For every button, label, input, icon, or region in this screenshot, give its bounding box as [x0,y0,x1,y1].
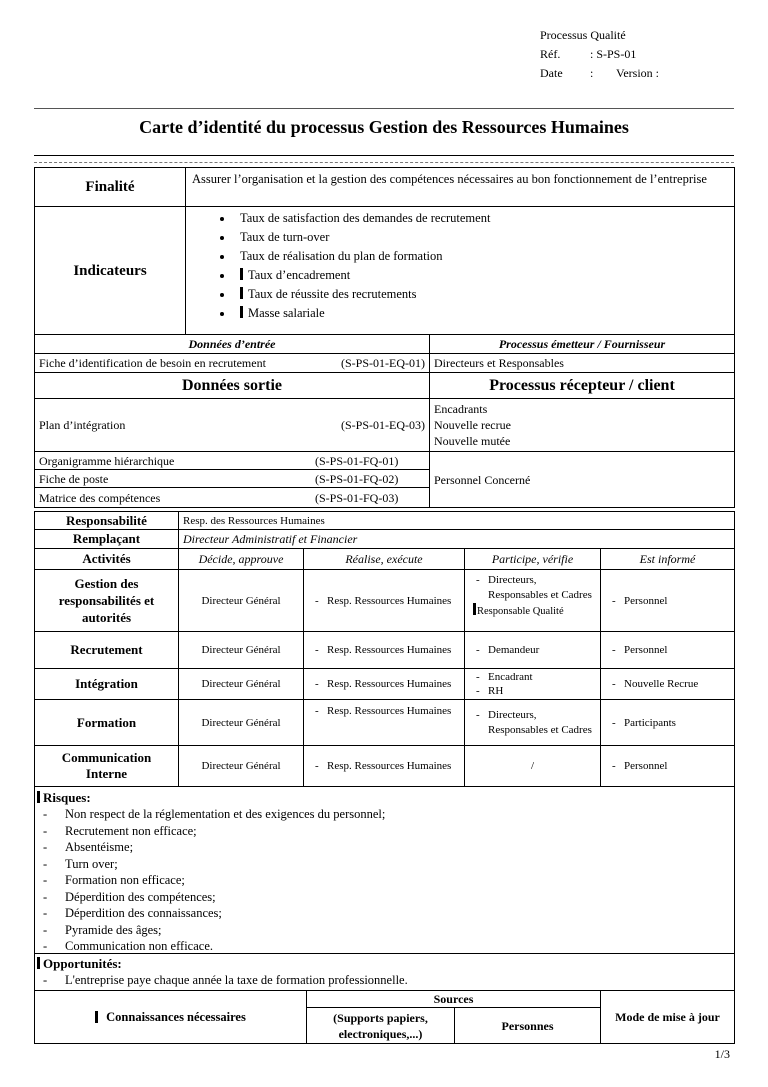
marker-bar [37,957,40,969]
plan-code: (S-PS-01-EQ-03) [341,418,425,432]
activity-informe [600,668,735,700]
entree-code: (S-PS-01-EQ-01) [341,356,425,370]
activity-name: Communication Interne [34,745,179,787]
realise-item: - Resp. Ressources Humaines [312,704,456,718]
activity-name: Gestion des responsabilités et autorités [34,569,179,632]
opportunites-heading: Opportunités: [37,956,732,972]
indicateur-item: • Taux de réussite des recrutements [234,285,734,304]
activity-informe [600,631,735,669]
page-number: 1/3 [714,1047,730,1061]
marker-bar [95,1011,98,1023]
entree-header: Données d’entrée [34,334,430,354]
doc-code: (S-PS-01-FQ-02) [315,471,399,486]
indicateur-item: • Taux de satisfaction des demandes de recrutement [234,209,734,228]
doc-row [34,469,430,488]
indicateur-item: • Masse salariale [234,304,734,323]
col-decide: Décide, approuve [178,548,304,570]
participe-item: - RH [473,684,533,698]
opportunites-section [34,953,735,991]
informe-item: - Nouvelle Recrue [609,677,698,691]
ref-value: : S-PS-01 [590,47,637,61]
risque-item: - Pyramide des âges; [37,922,732,939]
activity-name: Formation [34,699,179,746]
marker-bar [240,268,243,280]
version-label: Version : [616,66,659,80]
activity-informe [600,569,735,632]
header-line1: Processus Qualité [540,28,626,42]
entree-text: Fiche d’identification de besoin en recrutement [39,356,266,370]
dashed-divider [34,162,734,163]
opportunites-list [37,972,732,989]
realise-item: - Resp. Ressources Humaines [312,677,451,691]
doc-row [34,487,430,508]
activity-name: Recrutement [34,631,179,669]
activity-decide: Directeur Général [178,668,304,700]
risque-item: - Turn over; [37,856,732,873]
activity-realise [303,699,465,746]
risques-section [34,786,735,954]
connaissances-cell: Connaissances nécessaires [34,990,307,1044]
marker-bar [473,603,476,615]
activity-realise [303,569,465,632]
plan-client-item: Nouvelle recrue [434,418,511,432]
header-divider [34,108,734,109]
plan-client-item: Nouvelle mutée [434,434,511,448]
doc-text: Matrice des compétences [39,490,161,505]
informe-item: - Participants [609,716,676,730]
marker-bar [240,287,243,299]
risque-item: - Recrutement non efficace; [37,823,732,840]
plan-integration-row [34,398,430,452]
docs-client: Personnel Concerné [429,451,735,508]
risque-item: - Non respect de la réglementation et des exigences du personnel; [37,806,732,823]
doc-code: (S-PS-01-FQ-03) [315,490,399,505]
activity-informe [600,699,735,746]
activity-decide: Directeur Général [178,745,304,787]
participe-item: - Directeurs, Responsables et Cadres [473,573,596,603]
risque-item: - Absentéisme; [37,839,732,856]
col-participe: Participe, vérifie [464,548,601,570]
responsabilite-value: Resp. des Ressources Humaines [178,511,735,530]
doc-text: Organigramme hiérarchique [39,453,175,468]
indicateurs-label: Indicateurs [34,206,186,335]
participe-item: - Demandeur [473,643,539,657]
doc-text: Fiche de poste [39,471,109,486]
entree-row [34,353,430,373]
sortie-header: Données sortie [34,372,430,399]
informe-item: - Personnel [609,594,667,608]
activity-informe [600,745,735,787]
marker-bar [240,306,243,318]
finalite-text: Assurer l’organisation et la gestion des compétences nécessaires au bon fonctionnement de l’entreprise [185,167,735,207]
realise-item: - Resp. Ressources Humaines [312,643,451,657]
col-informe: Est informé [600,548,735,570]
risque-item: - Formation non efficace; [37,872,732,889]
indicateur-item: • Taux de turn-over [234,228,734,247]
risque-item: - Déperdition des compétences; [37,889,732,906]
activites-label: Activités [34,548,179,570]
plan-client-item: Encadrants [434,402,488,416]
remplacant-value: Directeur Administratif et Financier [178,529,735,549]
indicateur-item: • Taux de réalisation du plan de formation [234,247,734,266]
fournisseur-header: Processus émetteur / Fournisseur [429,334,735,354]
remplacant-label: Remplaçant [34,529,179,549]
activity-participe [464,699,601,746]
ref-label: Réf. [540,47,561,61]
recepteur-header: Processus récepteur / client [429,372,735,399]
marker-bar [37,791,40,803]
plan-clients [429,398,735,452]
personnes-header: Personnes [454,1007,601,1044]
risque-item: - Déperdition des connaissances; [37,905,732,922]
supports-header: (Supports papiers, electroniques,...) [306,1007,455,1044]
risque-item: - Communication non efficace. [37,938,732,954]
activity-decide: Directeur Général [178,569,304,632]
activity-name: Intégration [34,668,179,700]
activity-realise [303,631,465,669]
sources-header: Sources [306,990,601,1008]
realise-item: - Resp. Ressources Humaines [312,759,451,773]
indicateur-item: • Taux d’encadrement [234,266,734,285]
informe-item: - Personnel [609,759,667,773]
title-divider [34,155,734,156]
activity-participe [464,569,601,632]
entree-source: Directeurs et Responsables [429,353,735,373]
activity-realise [303,668,465,700]
document-header [540,26,659,83]
risques-heading: Risques: [37,790,732,806]
participe-item: - Directeurs, Responsables et Cadres [473,708,592,738]
doc-code: (S-PS-01-FQ-01) [315,453,399,468]
responsabilite-label: Responsabilité [34,511,179,530]
informe-item: - Personnel [609,643,667,657]
indicateurs-list-cell [185,206,735,335]
activity-realise [303,745,465,787]
mode-header: Mode de mise à jour [600,990,735,1044]
date-label: Date [540,66,563,80]
participe-extra: Responsable Qualité [473,603,596,619]
participe-item: - Encadrant [473,670,533,684]
plan-text: Plan d’intégration [39,418,126,432]
finalite-label: Finalité [34,167,186,207]
risques-list [37,806,732,954]
activity-participe [464,668,601,700]
opportunite-item: - L'entreprise paye chaque année la taxe de formation professionnelle. [37,972,732,989]
date-colon: : [590,66,594,80]
indicateurs-list [186,209,734,323]
realise-item: - Resp. Ressources Humaines [312,594,451,608]
col-realise: Réalise, exécute [303,548,465,570]
activity-decide: Directeur Général [178,631,304,669]
activity-decide: Directeur Général [178,699,304,746]
page-title: Carte d’identité du processus Gestion des Ressources Humaines [139,117,629,137]
doc-row [34,451,430,470]
activity-participe: / [464,745,601,787]
activity-participe [464,631,601,669]
